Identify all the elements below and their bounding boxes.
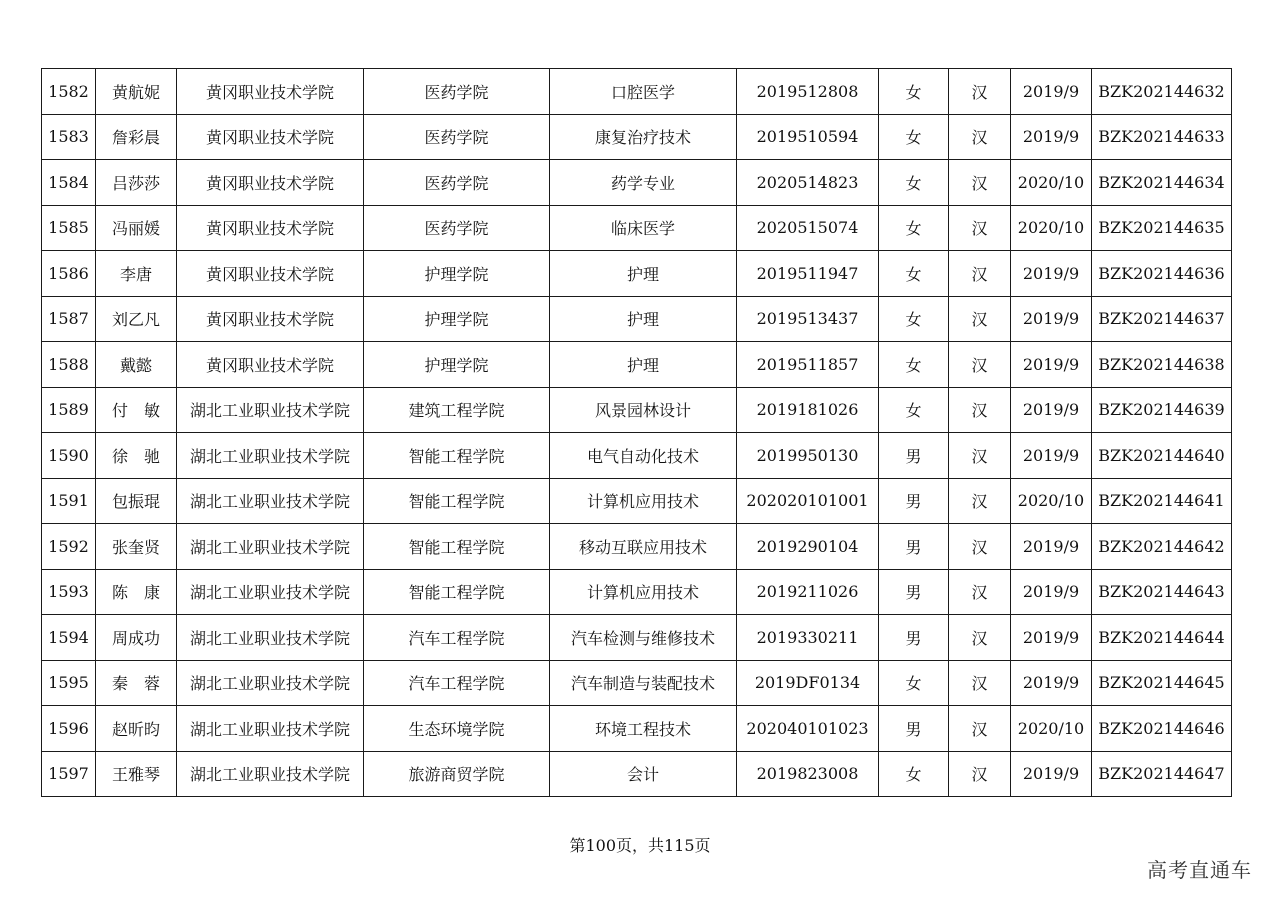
cell-enrollment-date: 2020/10 — [1011, 205, 1092, 251]
cell-name: 黄航妮 — [96, 69, 177, 115]
cell-ethnicity: 汉 — [949, 160, 1011, 206]
cell-number: 1582 — [42, 69, 96, 115]
cell-college: 护理学院 — [364, 251, 550, 297]
cell-school: 黄冈职业技术学院 — [177, 205, 364, 251]
cell-name: 李唐 — [96, 251, 177, 297]
cell-certificate-number: BZK202144647 — [1092, 751, 1232, 797]
cell-enrollment-date: 2019/9 — [1011, 524, 1092, 570]
cell-enrollment-date: 2019/9 — [1011, 296, 1092, 342]
cell-major: 会计 — [550, 751, 737, 797]
cell-college: 护理学院 — [364, 296, 550, 342]
table-row — [42, 660, 1232, 706]
cell-student-id: 202040101023 — [737, 706, 879, 752]
cell-number: 1596 — [42, 706, 96, 752]
table-row — [42, 69, 1232, 115]
cell-certificate-number: BZK202144645 — [1092, 660, 1232, 706]
cell-ethnicity: 汉 — [949, 751, 1011, 797]
cell-school: 黄冈职业技术学院 — [177, 251, 364, 297]
cell-student-id: 2019211026 — [737, 569, 879, 615]
cell-school: 黄冈职业技术学院 — [177, 342, 364, 388]
cell-student-id: 2019330211 — [737, 615, 879, 661]
cell-gender: 女 — [879, 160, 949, 206]
cell-ethnicity: 汉 — [949, 296, 1011, 342]
cell-college: 旅游商贸学院 — [364, 751, 550, 797]
cell-student-id: 2019181026 — [737, 387, 879, 433]
cell-number: 1583 — [42, 114, 96, 160]
table-row — [42, 706, 1232, 752]
cell-major: 移动互联应用技术 — [550, 524, 737, 570]
cell-student-id: 2020514823 — [737, 160, 879, 206]
cell-enrollment-date: 2020/10 — [1011, 160, 1092, 206]
cell-college: 生态环境学院 — [364, 706, 550, 752]
cell-student-id: 2019512808 — [737, 69, 879, 115]
cell-school: 湖北工业职业技术学院 — [177, 387, 364, 433]
table-row — [42, 569, 1232, 615]
cell-number: 1589 — [42, 387, 96, 433]
cell-college: 智能工程学院 — [364, 478, 550, 524]
cell-college: 医药学院 — [364, 114, 550, 160]
cell-enrollment-date: 2019/9 — [1011, 569, 1092, 615]
cell-major: 康复治疗技术 — [550, 114, 737, 160]
cell-certificate-number: BZK202144642 — [1092, 524, 1232, 570]
cell-school: 湖北工业职业技术学院 — [177, 751, 364, 797]
cell-number: 1584 — [42, 160, 96, 206]
cell-certificate-number: BZK202144643 — [1092, 569, 1232, 615]
table-row — [42, 342, 1232, 388]
cell-ethnicity: 汉 — [949, 251, 1011, 297]
cell-name: 陈 康 — [96, 569, 177, 615]
table-row — [42, 524, 1232, 570]
cell-enrollment-date: 2019/9 — [1011, 615, 1092, 661]
cell-name: 王雅琴 — [96, 751, 177, 797]
cell-enrollment-date: 2019/9 — [1011, 69, 1092, 115]
cell-student-id: 202020101001 — [737, 478, 879, 524]
cell-name: 詹彩晨 — [96, 114, 177, 160]
cell-student-id: 2019511947 — [737, 251, 879, 297]
cell-ethnicity: 汉 — [949, 706, 1011, 752]
cell-enrollment-date: 2019/9 — [1011, 342, 1092, 388]
cell-certificate-number: BZK202144634 — [1092, 160, 1232, 206]
cell-college: 汽车工程学院 — [364, 615, 550, 661]
cell-enrollment-date: 2019/9 — [1011, 433, 1092, 479]
cell-major: 护理 — [550, 342, 737, 388]
cell-student-id: 2019950130 — [737, 433, 879, 479]
cell-enrollment-date: 2019/9 — [1011, 660, 1092, 706]
cell-gender: 女 — [879, 114, 949, 160]
cell-student-id: 2019DF0134 — [737, 660, 879, 706]
cell-name: 张奎贤 — [96, 524, 177, 570]
cell-gender: 女 — [879, 387, 949, 433]
cell-ethnicity: 汉 — [949, 569, 1011, 615]
table-row — [42, 478, 1232, 524]
cell-college: 智能工程学院 — [364, 524, 550, 570]
cell-name: 徐 驰 — [96, 433, 177, 479]
cell-college: 建筑工程学院 — [364, 387, 550, 433]
cell-enrollment-date: 2019/9 — [1011, 114, 1092, 160]
cell-certificate-number: BZK202144638 — [1092, 342, 1232, 388]
cell-certificate-number: BZK202144639 — [1092, 387, 1232, 433]
cell-name: 秦 蓉 — [96, 660, 177, 706]
cell-gender: 女 — [879, 751, 949, 797]
cell-ethnicity: 汉 — [949, 615, 1011, 661]
table-body — [42, 69, 1232, 797]
cell-major: 药学专业 — [550, 160, 737, 206]
cell-number: 1595 — [42, 660, 96, 706]
cell-ethnicity: 汉 — [949, 524, 1011, 570]
cell-ethnicity: 汉 — [949, 478, 1011, 524]
cell-school: 黄冈职业技术学院 — [177, 69, 364, 115]
cell-gender: 女 — [879, 342, 949, 388]
cell-major: 临床医学 — [550, 205, 737, 251]
cell-gender: 女 — [879, 69, 949, 115]
cell-ethnicity: 汉 — [949, 205, 1011, 251]
cell-name: 冯丽媛 — [96, 205, 177, 251]
cell-name: 吕莎莎 — [96, 160, 177, 206]
cell-number: 1587 — [42, 296, 96, 342]
cell-gender: 女 — [879, 660, 949, 706]
cell-student-id: 2019511857 — [737, 342, 879, 388]
cell-number: 1586 — [42, 251, 96, 297]
cell-student-id: 2019513437 — [737, 296, 879, 342]
cell-major: 护理 — [550, 296, 737, 342]
cell-enrollment-date: 2019/9 — [1011, 387, 1092, 433]
table-row — [42, 205, 1232, 251]
cell-major: 口腔医学 — [550, 69, 737, 115]
watermark-logo: 高考直通车 — [1147, 858, 1252, 882]
cell-ethnicity: 汉 — [949, 342, 1011, 388]
cell-gender: 男 — [879, 569, 949, 615]
cell-certificate-number: BZK202144646 — [1092, 706, 1232, 752]
cell-certificate-number: BZK202144637 — [1092, 296, 1232, 342]
page-number: 第100页，共115页 — [569, 836, 711, 855]
cell-ethnicity: 汉 — [949, 114, 1011, 160]
table-row — [42, 387, 1232, 433]
cell-enrollment-date: 2020/10 — [1011, 478, 1092, 524]
cell-gender: 女 — [879, 251, 949, 297]
cell-major: 汽车制造与装配技术 — [550, 660, 737, 706]
cell-name: 赵昕昀 — [96, 706, 177, 752]
cell-gender: 男 — [879, 615, 949, 661]
cell-school: 湖北工业职业技术学院 — [177, 615, 364, 661]
cell-number: 1597 — [42, 751, 96, 797]
cell-certificate-number: BZK202144640 — [1092, 433, 1232, 479]
cell-certificate-number: BZK202144633 — [1092, 114, 1232, 160]
cell-school: 湖北工业职业技术学院 — [177, 569, 364, 615]
cell-school: 黄冈职业技术学院 — [177, 296, 364, 342]
cell-ethnicity: 汉 — [949, 387, 1011, 433]
cell-major: 风景园林设计 — [550, 387, 737, 433]
cell-gender: 男 — [879, 433, 949, 479]
cell-number: 1591 — [42, 478, 96, 524]
cell-enrollment-date: 2019/9 — [1011, 751, 1092, 797]
cell-college: 护理学院 — [364, 342, 550, 388]
cell-gender: 男 — [879, 706, 949, 752]
cell-major: 汽车检测与维修技术 — [550, 615, 737, 661]
table-row — [42, 114, 1232, 160]
cell-name: 刘乙凡 — [96, 296, 177, 342]
cell-name: 周成功 — [96, 615, 177, 661]
cell-school: 湖北工业职业技术学院 — [177, 478, 364, 524]
cell-college: 医药学院 — [364, 205, 550, 251]
cell-number: 1585 — [42, 205, 96, 251]
table-row — [42, 751, 1232, 797]
cell-major: 计算机应用技术 — [550, 478, 737, 524]
cell-student-id: 2020515074 — [737, 205, 879, 251]
cell-major: 计算机应用技术 — [550, 569, 737, 615]
cell-gender: 男 — [879, 478, 949, 524]
cell-gender: 女 — [879, 205, 949, 251]
cell-certificate-number: BZK202144644 — [1092, 615, 1232, 661]
cell-enrollment-date: 2020/10 — [1011, 706, 1092, 752]
cell-number: 1594 — [42, 615, 96, 661]
table-row — [42, 615, 1232, 661]
cell-certificate-number: BZK202144641 — [1092, 478, 1232, 524]
cell-name: 付 敏 — [96, 387, 177, 433]
cell-certificate-number: BZK202144636 — [1092, 251, 1232, 297]
cell-school: 黄冈职业技术学院 — [177, 114, 364, 160]
cell-school: 湖北工业职业技术学院 — [177, 524, 364, 570]
cell-number: 1592 — [42, 524, 96, 570]
cell-college: 医药学院 — [364, 69, 550, 115]
cell-college: 智能工程学院 — [364, 569, 550, 615]
cell-student-id: 2019510594 — [737, 114, 879, 160]
cell-college: 医药学院 — [364, 160, 550, 206]
cell-gender: 男 — [879, 524, 949, 570]
cell-school: 湖北工业职业技术学院 — [177, 706, 364, 752]
cell-number: 1588 — [42, 342, 96, 388]
student-roster-table — [41, 68, 1232, 797]
table-row — [42, 251, 1232, 297]
cell-gender: 女 — [879, 296, 949, 342]
cell-school: 黄冈职业技术学院 — [177, 160, 364, 206]
cell-college: 汽车工程学院 — [364, 660, 550, 706]
cell-college: 智能工程学院 — [364, 433, 550, 479]
cell-name: 包振琨 — [96, 478, 177, 524]
cell-major: 电气自动化技术 — [550, 433, 737, 479]
cell-certificate-number: BZK202144632 — [1092, 69, 1232, 115]
cell-student-id: 2019290104 — [737, 524, 879, 570]
cell-school: 湖北工业职业技术学院 — [177, 660, 364, 706]
cell-major: 护理 — [550, 251, 737, 297]
cell-school: 湖北工业职业技术学院 — [177, 433, 364, 479]
cell-number: 1593 — [42, 569, 96, 615]
cell-number: 1590 — [42, 433, 96, 479]
cell-ethnicity: 汉 — [949, 660, 1011, 706]
table-row — [42, 296, 1232, 342]
cell-name: 戴懿 — [96, 342, 177, 388]
cell-certificate-number: BZK202144635 — [1092, 205, 1232, 251]
table-row — [42, 433, 1232, 479]
cell-ethnicity: 汉 — [949, 433, 1011, 479]
cell-major: 环境工程技术 — [550, 706, 737, 752]
cell-student-id: 2019823008 — [737, 751, 879, 797]
table-row — [42, 160, 1232, 206]
cell-enrollment-date: 2019/9 — [1011, 251, 1092, 297]
cell-ethnicity: 汉 — [949, 69, 1011, 115]
